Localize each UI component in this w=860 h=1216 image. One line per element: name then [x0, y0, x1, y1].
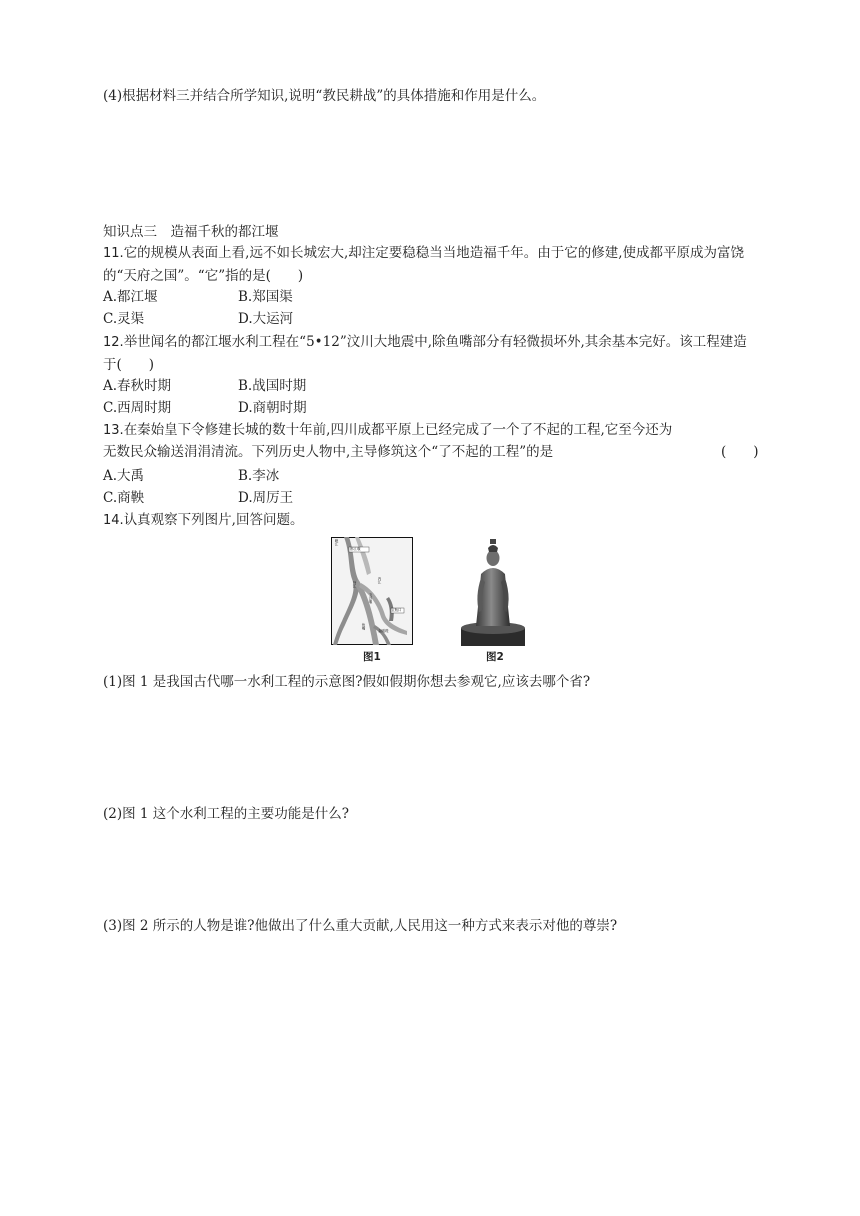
statue-image [459, 538, 527, 646]
q12-option-c[interactable]: C.西周时期 [103, 400, 172, 416]
q12-number: 12. [103, 335, 124, 350]
map-label: 宝瓶口 [391, 608, 402, 612]
q14-text: 认真观察下列图片,回答问题。 [123, 512, 304, 528]
q13-text-line2: 无数民众输送涓涓清流。下列历史人物中,主导修筑这个“了不起的工程”的是 [103, 444, 554, 460]
q10-part4-prompt: (4)根据材料三并结合所学知识,说明“教民耕战”的具体措施和作用是什么。 [103, 88, 546, 104]
q12-text: 举世闻名的都江堰水利工程在“5•12”汶川大地震中,除鱼嘴部分有轻微损坏外,其余基本完好。该工程建造于( ) [103, 334, 747, 373]
figure2-statue [459, 538, 527, 646]
map-label: 外江 [353, 581, 357, 588]
q11-number: 11. [103, 246, 124, 261]
q14-stem [103, 510, 303, 531]
map-label: 岷江 [335, 539, 339, 546]
map-label: 内江 [378, 577, 382, 584]
q13-text-line1: 在秦始皇下令修建长城的数十年前,四川成都平原上已经完成了一个了不起的工程,它至今还为 [123, 422, 673, 438]
figure2-caption: 图2 [486, 651, 504, 663]
q14-sub2: (2)图 1 这个水利工程的主要功能是什么? [103, 806, 350, 822]
map-label: 鱼嘴 [362, 623, 366, 630]
map-label: 金刚堤 [378, 629, 389, 633]
q11-option-a[interactable]: A.都江堰 [103, 289, 158, 305]
q13-option-d[interactable]: D.周厉王 [238, 490, 294, 506]
q12-option-a[interactable]: A.春秋时期 [103, 378, 172, 394]
q11-stem [103, 242, 760, 287]
figure1-caption: 图1 [363, 651, 381, 663]
q14-sub1: (1)图 1 是我国古代哪一水利工程的示意图?假如假期你想去参观它,应该去哪个省? [103, 674, 591, 690]
q13-stem-line1 [103, 420, 672, 441]
dujiangyan-map-image [331, 537, 413, 645]
section-title: 知识点三 造福千秋的都江堰 [103, 224, 279, 240]
q11-option-d[interactable]: D.大运河 [238, 311, 294, 327]
q14-number: 14. [103, 513, 124, 528]
q13-option-b[interactable]: B.李冰 [238, 468, 280, 484]
q12-stem [103, 331, 760, 376]
figure1-map [331, 537, 413, 645]
q11-text: 它的规模从表面上看,远不如长城宏大,却注定要稳稳当当地造福千年。由于它的修建,使成都平原成为富饶的“天府之国”。“它”指的是( ) [103, 245, 745, 284]
q12-option-d[interactable]: D.商朝时期 [238, 400, 307, 416]
q13-option-c[interactable]: C.商鞅 [103, 490, 145, 506]
q12-option-b[interactable]: B.战国时期 [238, 378, 307, 394]
map-label: 都江堰 [350, 547, 361, 551]
q11-option-c[interactable]: C.灵渠 [103, 311, 145, 327]
q13-answer-paren[interactable]: ( ) [721, 444, 759, 460]
q13-number: 13. [103, 423, 124, 438]
q13-option-a[interactable]: A.大禹 [103, 468, 145, 484]
map-label: 飞沙堰 [369, 593, 373, 604]
q11-option-b[interactable]: B.郑国渠 [238, 289, 293, 305]
q14-sub3: (3)图 2 所示的人物是谁?他做出了什么重大贡献,人民用这一种方式来表示对他的尊崇? [103, 918, 618, 934]
